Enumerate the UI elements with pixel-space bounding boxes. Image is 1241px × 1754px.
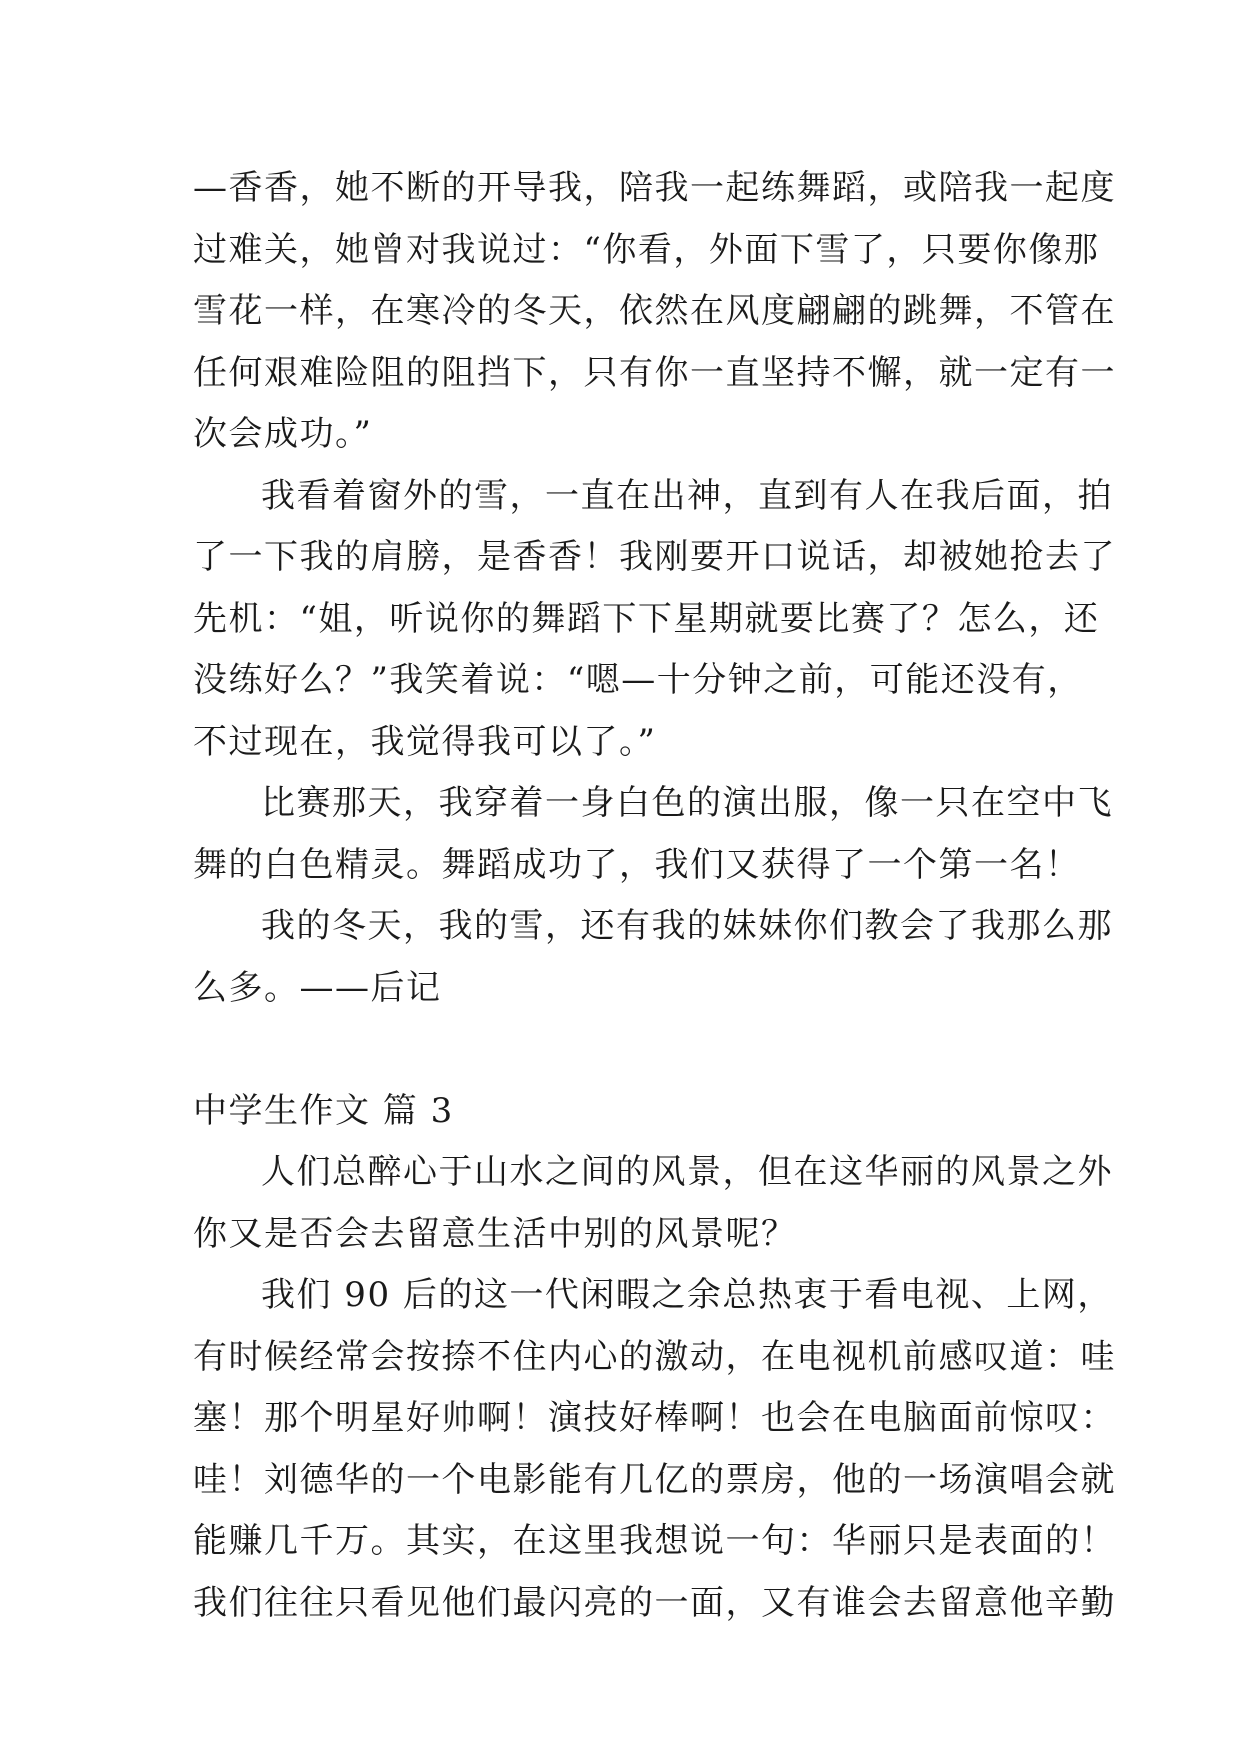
text-line: 人们总醉心于山水之间的风景，但在这华丽的风景之外 — [261, 1152, 1113, 1192]
text-line: 我的冬天，我的雪，还有我的妹妹你们教会了我那么那 — [261, 906, 1113, 946]
text-line: 你又是否会去留意生活中别的风景呢？ — [193, 1213, 797, 1254]
text-line: 次会成功。” — [193, 414, 373, 454]
text-line: 我看着窗外的雪，一直在出神，直到有人在我后面，拍 — [261, 475, 1113, 516]
text-line: 过难关，她曾对我说过：“你看，外面下雪了，只要你像那 — [193, 229, 1100, 270]
text-line: 我们往往只看见他们最闪亮的一面，又有谁会去留意他辛勤 — [193, 1582, 1116, 1623]
text-line: 没练好么？”我笑着说：“嗯—十分钟之前，可能还没有， — [193, 660, 1083, 700]
text-line: 能赚几千万。其实，在这里我想说一句：华丽只是表面的！ — [193, 1521, 1116, 1561]
text-line: 先机：“姐，听说你的舞蹈下下星期就要比赛了？怎么，还 — [193, 598, 1100, 639]
text-line: 么多。——后记 — [193, 967, 442, 1008]
blank-line — [193, 1019, 1063, 1081]
text-line: 我们 90 后的这一代闲暇之余总热衷于看电视、上网， — [261, 1275, 1113, 1315]
paragraph-5 — [193, 1142, 1113, 1265]
text-line: 舞的白色精灵。舞蹈成功了，我们又获得了一个第一名！ — [193, 844, 1081, 885]
text-line: 不过现在，我觉得我可以了。” — [193, 721, 657, 762]
paragraph-3 — [193, 773, 1113, 896]
text-line: 比赛那天，我穿着一身白色的演出服，像一只在空中飞 — [261, 783, 1113, 823]
text-line: 了一下我的肩膀，是香香！我刚要开口说话，却被她抢去了 — [193, 537, 1116, 577]
text-line: 任何艰难险阻的阻挡下，只有你一直坚持不懈，就一定有一 — [193, 352, 1116, 393]
text-line: 哇！刘德华的一个电影能有几亿的票房，他的一场演唱会就 — [193, 1459, 1116, 1500]
paragraph-4 — [193, 896, 1113, 1019]
text-line: 塞！那个明星好帅啊！演技好棒啊！也会在电脑面前惊叹： — [193, 1398, 1116, 1438]
paragraph-2 — [193, 466, 1116, 774]
text-line: —香香，她不断的开导我，陪我一起练舞蹈，或陪我一起度 — [193, 168, 1116, 208]
paragraph-1 — [193, 158, 1116, 466]
document-body — [193, 158, 1116, 1634]
text-line: 雪花一样，在寒冷的冬天，依然在风度翩翩的跳舞，不管在 — [193, 291, 1116, 331]
text-line: 有时候经常会按捺不住内心的激动，在电视机前感叹道：哇 — [193, 1336, 1116, 1377]
section-heading: 中学生作文 篇 3 — [193, 1090, 454, 1131]
paragraph-6 — [193, 1265, 1116, 1634]
